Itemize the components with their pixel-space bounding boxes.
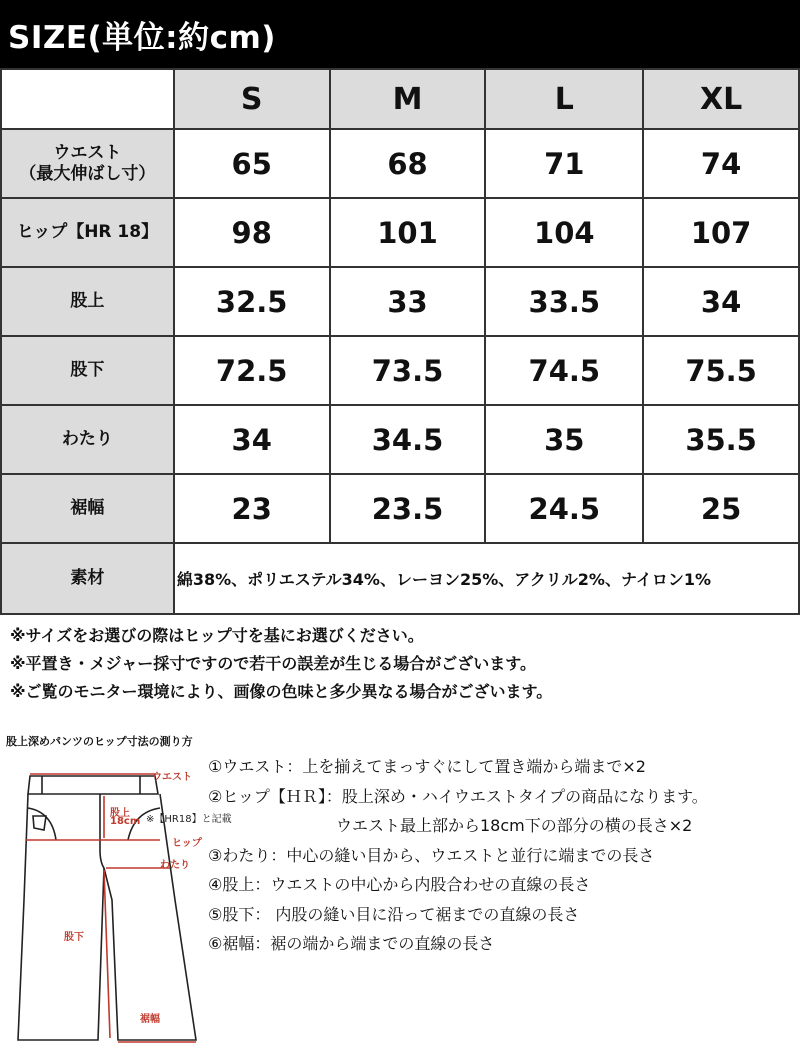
table-row bbox=[1, 129, 799, 198]
cell-value: 74.5 bbox=[485, 336, 643, 405]
notes bbox=[10, 622, 552, 706]
label-rise: 股上 bbox=[110, 808, 130, 819]
cell-value: 33 bbox=[330, 267, 486, 336]
measurement-item: ⑥裾幅：裾の端から端までの直線の長さ bbox=[208, 934, 495, 953]
cell-value: 34 bbox=[643, 267, 799, 336]
cell-value: 24.5 bbox=[485, 474, 643, 543]
cell-value: 71 bbox=[485, 129, 643, 198]
size-table bbox=[0, 68, 800, 615]
size-title-bar bbox=[0, 0, 800, 68]
note-line: ※平置き・メジャー採寸ですので若干の誤差が生じる場合がございます。 bbox=[10, 654, 536, 673]
size-col-l: L bbox=[485, 69, 643, 129]
material-value: 綿38%、ポリエステル34%、レーヨン25%、アクリル2%、ナイロン1% bbox=[174, 543, 799, 614]
cell-value: 72.5 bbox=[174, 336, 330, 405]
table-row bbox=[1, 405, 799, 474]
cell-value: 34 bbox=[174, 405, 330, 474]
table-row bbox=[1, 267, 799, 336]
size-col-s: S bbox=[174, 69, 330, 129]
cell-value: 74 bbox=[643, 129, 799, 198]
table-row bbox=[1, 336, 799, 405]
label-hip: ヒップ bbox=[172, 838, 202, 849]
cell-value: 32.5 bbox=[174, 267, 330, 336]
label-hem: 裾幅 bbox=[140, 1014, 160, 1025]
measurement-item: ウエスト最上部から18cm下の部分の横の長さ×2 bbox=[208, 816, 693, 835]
cell-value: 101 bbox=[330, 198, 486, 267]
label-waist: ウエスト bbox=[152, 772, 192, 783]
corner-cell bbox=[1, 69, 174, 129]
diagram-title: 股上深めパンツのヒップ寸法の測り方 bbox=[6, 735, 193, 748]
cell-value: 65 bbox=[174, 129, 330, 198]
size-col-xl: XL bbox=[643, 69, 799, 129]
table-row bbox=[1, 198, 799, 267]
cell-value: 68 bbox=[330, 129, 486, 198]
cell-value: 23.5 bbox=[330, 474, 486, 543]
cell-value: 98 bbox=[174, 198, 330, 267]
size-title: SIZE(単位:約cm) bbox=[8, 20, 276, 56]
measurement-item: ③わたり：中心の縫い目から、ウエストと並行に端までの長さ bbox=[208, 845, 655, 865]
row-label-material: 素材 bbox=[1, 543, 174, 614]
cell-value: 33.5 bbox=[485, 267, 643, 336]
note-line: ※サイズをお選びの際はヒップ寸を基にお選びください。 bbox=[10, 626, 424, 645]
row-label-inseam: 股下 bbox=[1, 336, 174, 405]
row-label-hip: ヒップ【HR 18】 bbox=[1, 198, 174, 267]
size-col-m: M bbox=[330, 69, 486, 129]
measurement-guide bbox=[208, 752, 708, 959]
measurement-item: ①ウエスト：上を揃えてまっすぐにして置き端から端まで×2 bbox=[208, 757, 646, 776]
cell-value: 73.5 bbox=[330, 336, 486, 405]
row-label-rise: 股上 bbox=[1, 267, 174, 336]
size-header-row bbox=[1, 69, 799, 129]
cell-value: 104 bbox=[485, 198, 643, 267]
table-row bbox=[1, 474, 799, 543]
hr-note: ※【HR18】と記載 bbox=[146, 814, 232, 825]
measurement-item: ④股上：ウエストの中心から内股合わせの直線の長さ bbox=[208, 875, 591, 894]
cell-value: 75.5 bbox=[643, 336, 799, 405]
measurement-item: ②ヒップ【ＨＲ】：股上深め・ハイウエストタイプの商品になります。 bbox=[208, 786, 708, 806]
cell-value: 35.5 bbox=[643, 405, 799, 474]
row-label-waist: ウエスト （最大伸ばし寸） bbox=[1, 129, 174, 198]
measurement-item: ⑤股下： 内股の縫い目に沿って裾までの直線の長さ bbox=[208, 904, 580, 924]
row-label-hem: 裾幅 bbox=[1, 474, 174, 543]
cell-value: 35 bbox=[485, 405, 643, 474]
label-inseam: 股下 bbox=[64, 932, 84, 943]
label-thigh: わたり bbox=[160, 860, 190, 871]
cell-value: 23 bbox=[174, 474, 330, 543]
note-line: ※ご覧のモニター環境により、画像の色味と多少異なる場合がございます。 bbox=[10, 682, 553, 701]
label-rise-18cm: 18cm bbox=[110, 816, 141, 827]
cell-value: 107 bbox=[643, 198, 799, 267]
cell-value: 34.5 bbox=[330, 405, 486, 474]
material-row bbox=[1, 543, 799, 614]
cell-value: 25 bbox=[643, 474, 799, 543]
row-label-thigh: わたり bbox=[1, 405, 174, 474]
